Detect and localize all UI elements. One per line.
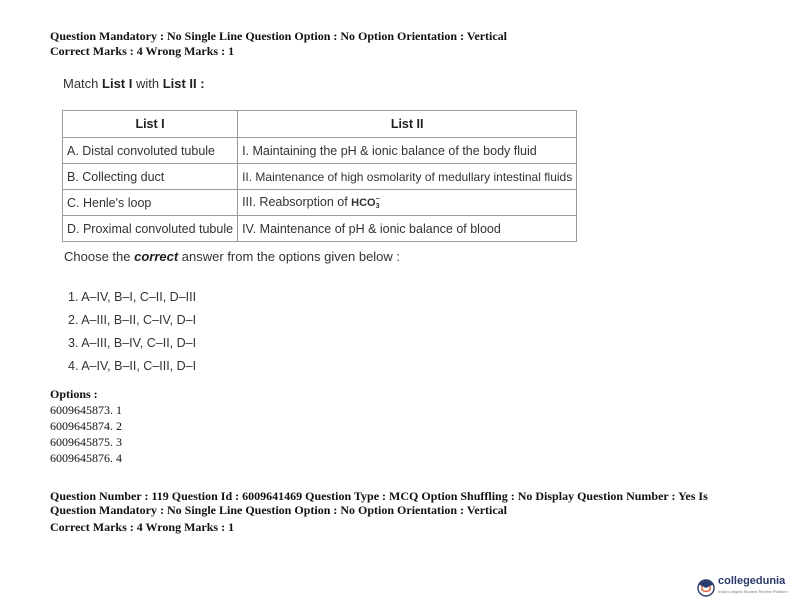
option-id-4: 6009645876. 4	[50, 451, 122, 465]
option-id-1: 6009645873. 1	[50, 403, 122, 417]
next-marks-line: Correct Marks : 4 Wrong Marks : 1	[50, 520, 235, 534]
option-id-3: 6009645875. 3	[50, 435, 122, 449]
question-title: Match List I with List II :	[63, 76, 205, 91]
list2-item-2: II. Maintenance of high osmolarity of medullary intestinal fluids	[238, 164, 577, 190]
table-header-row	[63, 111, 577, 138]
match-table	[62, 110, 577, 242]
column-header-list-2: List II	[238, 111, 577, 138]
list1-item-b: B. Collecting duct	[63, 164, 238, 190]
choose-instruction: Choose the correct answer from the options given below :	[64, 249, 401, 264]
next-question-meta-line: Question Number : 119 Question Id : 6009641469 Question Type : MCQ Option Shuffling : No Display Question Number : Yes Is	[50, 489, 708, 503]
answer-choice-3: 3. A–III, B–IV, C–II, D–I	[68, 336, 197, 350]
answer-choice-2: 2. A–III, B–II, C–IV, D–I	[68, 313, 197, 327]
list1-item-d: D. Proximal convoluted tubule	[63, 216, 238, 242]
table-row	[63, 190, 577, 216]
next-question-mandatory-line: Question Mandatory : No Single Line Question Option : No Option Orientation : Vertical	[50, 503, 508, 517]
logo-wordmark: collegedunia	[718, 575, 786, 587]
option-id-2: 6009645874. 2	[50, 419, 122, 433]
bicarbonate-formula: HCO − 3	[351, 196, 380, 211]
question-meta-line: Question Mandatory : No Single Line Question Option : No Option Orientation : Vertical	[50, 29, 508, 43]
list1-item-c: C. Henle's loop	[63, 190, 238, 216]
table-row	[63, 216, 577, 242]
answer-choice-1: 1. A–IV, B–I, C–II, D–III	[68, 290, 197, 304]
options-heading: Options :	[50, 387, 98, 401]
table-row	[63, 138, 577, 164]
column-header-list-1: List I	[63, 111, 238, 138]
marks-line: Correct Marks : 4 Wrong Marks : 1	[50, 44, 235, 58]
graduation-cap-icon	[696, 577, 716, 597]
list2-item-1: I. Maintaining the pH & ionic balance of the body fluid	[238, 138, 577, 164]
collegedunia-logo	[696, 575, 788, 601]
list1-item-a: A. Distal convoluted tubule	[63, 138, 238, 164]
list2-item-4: IV. Maintenance of pH & ionic balance of blood	[238, 216, 577, 242]
logo-tagline: India's largest Student Review Platform	[718, 589, 788, 594]
answer-choice-4: 4. A–IV, B–II, C–III, D–I	[68, 359, 197, 373]
table-row	[63, 164, 577, 190]
list2-item-3: III. Reabsorption of HCO − 3	[238, 190, 577, 216]
